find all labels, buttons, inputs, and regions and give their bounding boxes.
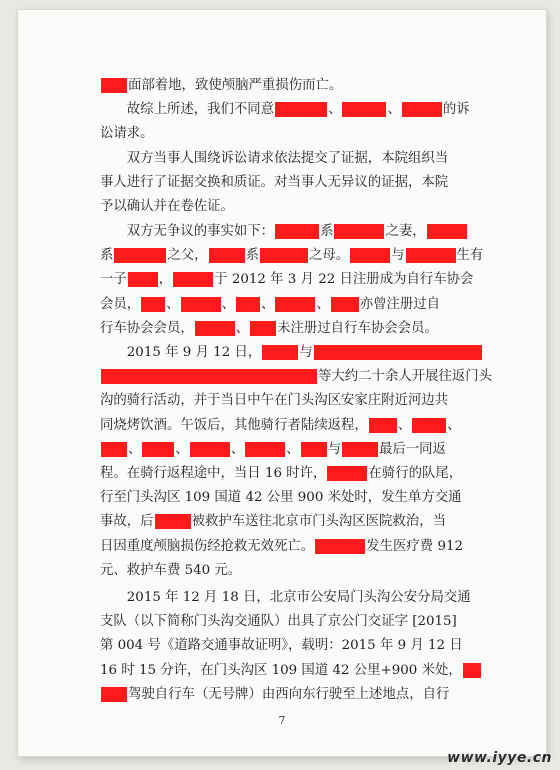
redaction-bar xyxy=(260,248,308,263)
document-page xyxy=(18,10,546,756)
text-segment: 之妻， xyxy=(385,224,426,239)
text-line xyxy=(100,634,472,658)
text-segment: 之母。 xyxy=(308,248,350,264)
text-segment: 系 xyxy=(320,224,334,239)
redaction-bar xyxy=(101,442,127,457)
text-segment: 、 xyxy=(230,441,245,457)
text-segment: 16 时 15 分许，在门头沟区 109 国道 42 公里+900 米处， xyxy=(100,662,462,678)
text-line xyxy=(100,510,472,534)
paragraph xyxy=(100,341,493,583)
text-segment: 第 004 号《道路交通事故证明》，载明：2015 年 9 月 12 日 xyxy=(100,638,463,654)
text-line xyxy=(100,147,472,171)
text-segment: 发生医疗费 912 xyxy=(366,538,464,554)
text-segment: 同烧烤饮酒。午饭后，其他骑行者陆续返程， xyxy=(100,417,368,433)
text-segment: 驾驶自行车（无号牌）由西向东行驶至上述地点，自行 xyxy=(128,686,450,702)
text-segment: 讼请求。 xyxy=(100,126,154,142)
text-line xyxy=(100,462,472,486)
text-segment: 系 xyxy=(245,248,259,264)
redaction-bar xyxy=(275,297,315,312)
text-segment: 与 xyxy=(299,345,313,360)
text-segment: 、 xyxy=(387,102,401,117)
text-segment: 、 xyxy=(235,320,250,336)
redaction-bar xyxy=(181,297,221,312)
text-line xyxy=(100,414,472,438)
text-segment: 故综上所述，我们不同意 xyxy=(100,102,275,117)
text-segment: 予以确认并在卷佐证。 xyxy=(100,199,234,215)
redaction-bar xyxy=(327,466,367,481)
text-segment: 系 xyxy=(100,248,114,264)
text-line xyxy=(100,268,472,292)
redaction-bar xyxy=(275,224,319,239)
redaction-bar xyxy=(315,539,365,554)
text-segment: 、 xyxy=(166,296,180,312)
text-segment: 、 xyxy=(328,102,342,117)
text-segment: ， xyxy=(158,272,173,288)
text-segment: 事人进行了证据交换和质证。对当事人无异议的证据，本院 xyxy=(100,175,449,191)
text-line xyxy=(100,195,472,219)
text-line xyxy=(100,98,472,122)
text-segment: 行至门头沟区 109 国道 42 公里 900 米处时，发生单方交通 xyxy=(100,490,462,506)
paragraph xyxy=(100,98,472,146)
redaction-bar xyxy=(195,321,235,336)
text-segment: 、 xyxy=(316,296,330,312)
paragraph xyxy=(100,220,484,341)
redaction-bar xyxy=(301,442,327,457)
text-segment: 生有 xyxy=(456,248,484,264)
text-line xyxy=(100,438,472,462)
text-segment: 行车协会会员， xyxy=(100,320,194,336)
redaction-bar xyxy=(412,418,446,433)
text-segment: 双方当事人围绕诉讼请求依法提交了证据，本院组织当 xyxy=(100,151,449,166)
paragraph xyxy=(100,147,472,220)
text-segment: 2015 年 9 月 12 日， xyxy=(100,345,262,360)
redaction-bar xyxy=(331,297,359,312)
redaction-bar xyxy=(334,224,384,239)
redaction-bar xyxy=(101,687,127,702)
text-line xyxy=(100,683,472,707)
text-line xyxy=(100,559,472,583)
text-segment: 沟的骑行活动，并于当日中午在门头沟区安家庄附近河边共 xyxy=(100,393,449,409)
redaction-bar xyxy=(190,442,230,457)
text-line xyxy=(100,244,484,268)
text-segment: 程。在骑行返程途中，当日 16 时许， xyxy=(100,465,327,481)
text-segment: 亦曾注册过自 xyxy=(359,296,441,312)
text-line xyxy=(100,317,472,341)
text-segment: 、 xyxy=(397,417,412,433)
redaction-bar xyxy=(209,248,245,263)
text-segment: 、 xyxy=(286,441,300,457)
text-segment: 2015 年 12 月 18 日，北京市公安局门头沟公安分局交通 xyxy=(100,590,471,605)
text-segment: 未注册过自行车协会会员。 xyxy=(277,320,438,336)
text-line xyxy=(100,659,472,683)
redaction-bar xyxy=(369,418,397,433)
site-watermark: www.iyye.cn xyxy=(447,750,552,766)
text-line xyxy=(100,171,472,195)
text-line xyxy=(100,341,472,365)
text-segment: 、 xyxy=(260,296,275,312)
text-line xyxy=(100,293,472,317)
redaction-bar xyxy=(427,224,467,239)
text-line xyxy=(100,220,472,244)
text-segment: 一子 xyxy=(100,272,127,288)
text-line xyxy=(100,535,472,559)
text-segment: 之父， xyxy=(167,248,208,264)
paragraph xyxy=(100,74,472,98)
text-segment: 双方无争议的事实如下： xyxy=(100,224,275,239)
text-line xyxy=(100,610,472,634)
text-segment: 于 2012 年 3 月 22 日注册成为自行车协会 xyxy=(214,272,474,288)
redaction-bar xyxy=(101,369,317,384)
text-line xyxy=(100,365,493,389)
redaction-bar xyxy=(275,102,327,117)
redaction-bar xyxy=(114,248,166,263)
redaction-bar xyxy=(350,248,390,263)
text-line xyxy=(100,486,472,510)
text-segment: 面部着地，致使颅脑严重损伤而亡。 xyxy=(128,78,343,93)
text-segment: 、 xyxy=(175,441,189,457)
redaction-bar xyxy=(402,102,442,117)
redaction-bar xyxy=(173,272,213,287)
text-segment: 支队（以下简称门头沟交通队）出具了京公门交证字 [2015] xyxy=(100,614,457,630)
text-segment: 、 xyxy=(128,441,142,457)
text-line xyxy=(100,122,472,146)
redaction-bar xyxy=(245,442,285,457)
text-segment: 元、救护车费 540 元。 xyxy=(100,562,242,578)
paragraph xyxy=(100,586,472,707)
redaction-bar xyxy=(314,345,482,360)
text-segment: 事故，后 xyxy=(100,514,154,530)
text-line xyxy=(100,74,472,98)
redaction-bar xyxy=(262,345,298,360)
redaction-bar xyxy=(342,102,386,117)
text-line xyxy=(100,389,472,413)
text-line xyxy=(100,586,472,610)
text-segment: 日因重度颅脑损伤经抢救无效死亡。 xyxy=(100,538,315,554)
redaction-bar xyxy=(155,514,191,529)
text-segment: 与 xyxy=(391,248,405,264)
redaction-bar xyxy=(236,297,260,312)
redaction-bar xyxy=(101,78,127,93)
redaction-bar xyxy=(463,663,481,678)
redaction-bar xyxy=(406,248,456,263)
text-segment: 的诉 xyxy=(442,102,470,117)
text-segment: 、 xyxy=(221,296,235,312)
redaction-bar xyxy=(142,442,174,457)
page-number: 7 xyxy=(278,714,286,727)
text-segment: 与 xyxy=(327,441,341,457)
text-segment: 最后一同返 xyxy=(378,441,446,457)
text-segment: 会员， xyxy=(100,296,141,312)
redaction-bar xyxy=(141,297,165,312)
redaction-bar xyxy=(342,442,378,457)
text-segment: 等大约二十余人开展往返门头 xyxy=(318,369,493,385)
redaction-bar xyxy=(128,272,158,287)
text-segment: 在骑行的队尾， xyxy=(368,465,463,481)
text-segment: 被救护车送往北京市门头沟区医院救治，当 xyxy=(191,514,446,530)
redaction-bar xyxy=(250,321,276,336)
text-segment: 、 xyxy=(447,417,461,433)
